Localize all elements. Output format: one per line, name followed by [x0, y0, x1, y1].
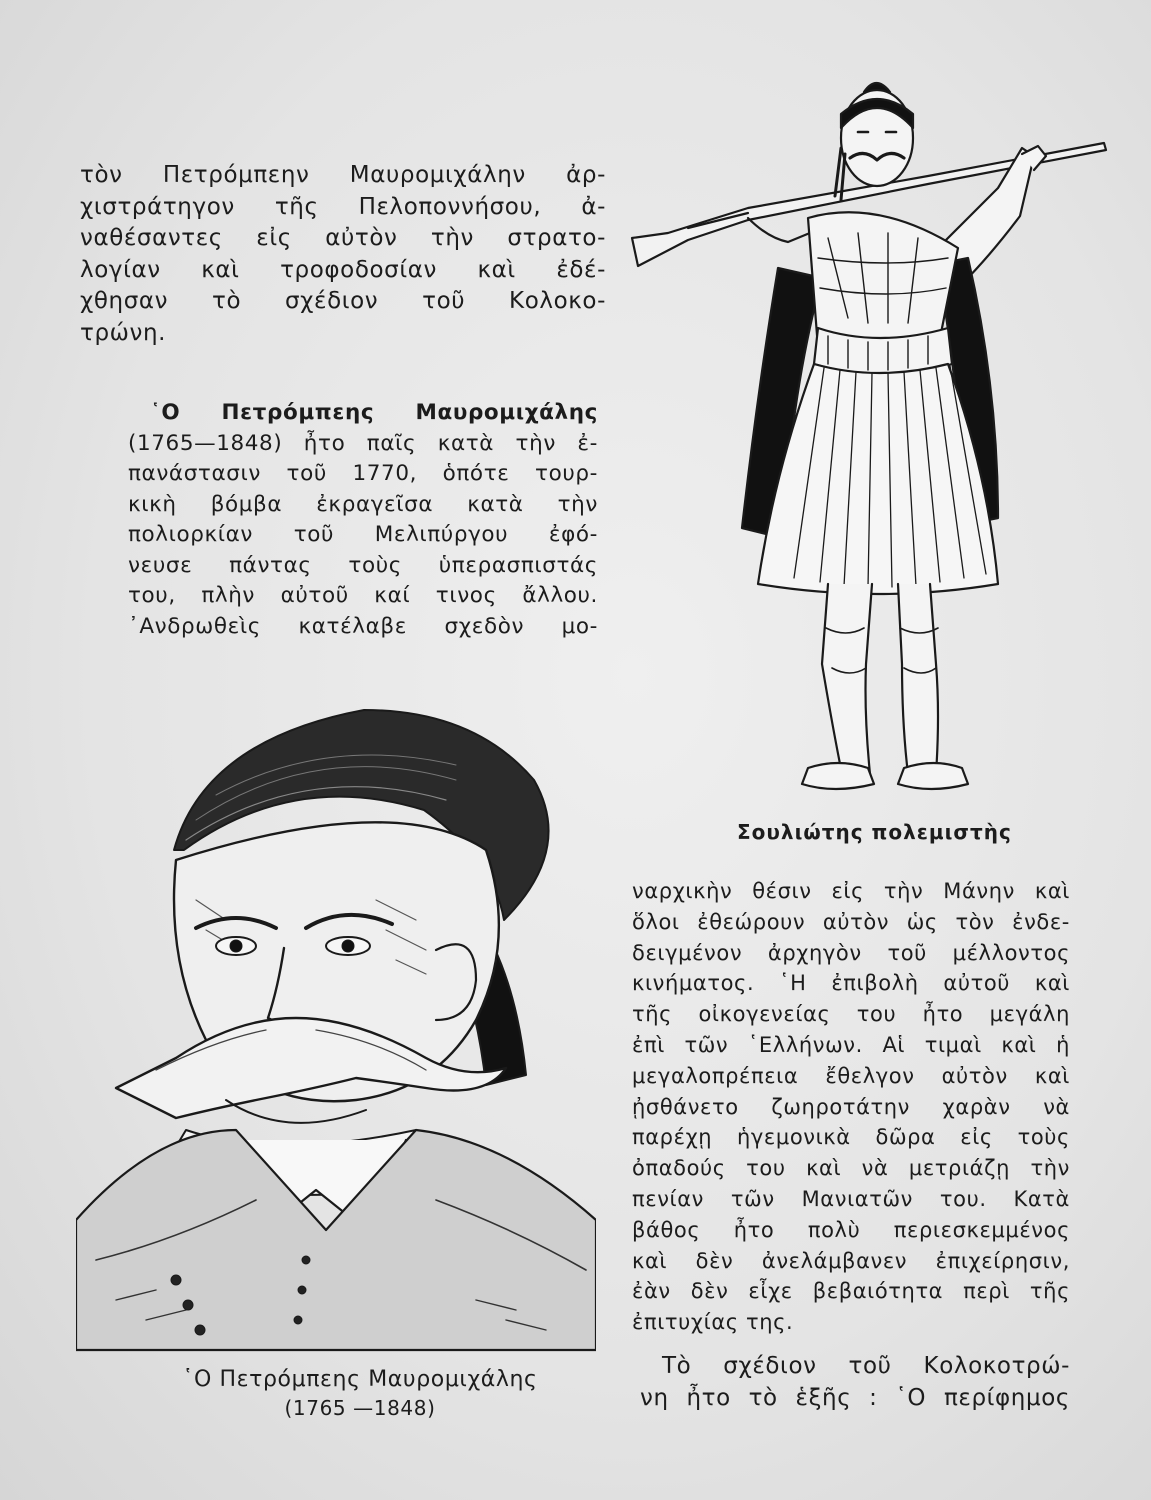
text-line: ἐπὶ τῶν ῾Ελλήνων. Αἱ τιμαὶ καὶ ἡ — [632, 1032, 1070, 1057]
text-line: βάθος ἦτο πολὺ περιεσκεμμένος — [632, 1217, 1070, 1242]
text-line: ἐὰν δὲν εἶχε βεβαιότητα περὶ τῆς — [632, 1279, 1070, 1304]
text-block-top-left — [80, 160, 606, 349]
text-line: του, πλὴν αὐτοῦ καί τινος ἄλλου. — [128, 583, 598, 608]
text-line: παρέχῃ ἡγεμονικὰ δῶρα εἰς τοὺς — [632, 1125, 1070, 1150]
text-block-plan — [640, 1350, 1070, 1414]
text-line: πενίαν τῶν Μανιατῶν του. Κατὰ — [632, 1186, 1070, 1211]
biography-lead: ῾Ο Πετρόμπεης Μαυρομιχάλης — [150, 400, 598, 425]
text-line: μεγαλοπρέπεια ἔθελγον αὐτὸν καὶ — [632, 1063, 1070, 1088]
text-line: κινήματος. ῾Η ἐπιβολὴ αὐτοῦ καὶ — [632, 971, 1070, 996]
text-line: τῆς οἰκογενείας του ἦτο μεγάλη — [632, 1002, 1070, 1027]
text-line: λογίαν καὶ τροφοδοσίαν καὶ ἐδέ- — [80, 256, 606, 283]
text-line: ὀπαδούς του καὶ νὰ μετριάζῃ τὴν — [632, 1156, 1070, 1181]
text-line: ναρχικὴν θέσιν εἰς τὴν Μάνην καὶ — [632, 879, 1070, 903]
text-line: ᾐσθάνετο ζωηροτάτην χαρὰν νὰ — [632, 1094, 1070, 1119]
portrait-caption-name: ῾Ο Πετρόμπεης Μαυρομιχάλης — [182, 1367, 538, 1392]
portrait-caption-dates: (1765 —1848) — [284, 1396, 436, 1420]
text-line: ᾿Ανδρωθεὶς κατέλαβε σχεδὸν μο- — [128, 613, 598, 639]
souliote-warrior-illustration — [628, 68, 1108, 798]
text-line: Τὸ σχέδιον τοῦ Κολοκοτρώ- — [662, 1353, 1070, 1379]
text-line: τρώνη. — [80, 319, 167, 346]
text-line: χθησαν τὸ σχέδιον τοῦ Κολοκο- — [80, 288, 606, 314]
text-line: νη ἦτο τὸ ἑξῆς : ῾Ο περίφημος — [640, 1385, 1070, 1411]
text-line: πανάστασιν τοῦ 1770, ὁπότε τουρ- — [128, 461, 598, 486]
text-line: τὸν Πετρόμπεην Μαυρομιχάλην ἀρ- — [80, 162, 606, 188]
text-line: πολιορκίαν τοῦ Μελιπύργου ἐφό- — [128, 522, 598, 547]
text-block-biography — [128, 398, 598, 642]
text-line: νευσε πάντας τοὺς ὑπερασπιστάς — [128, 552, 598, 578]
text-line: ἐπιτυχίας της. — [632, 1310, 794, 1335]
text-block-right-column — [632, 876, 1070, 1338]
text-line: κικὴ βόμβα ἐκραγεῖσα κατὰ τὴν — [128, 491, 598, 517]
text-line: (1765—1848) ἦτο παῖς κατὰ τὴν ἐ- — [128, 430, 598, 456]
text-line: καὶ δὲν ἀνελάμβανεν ἐπιχείρησιν, — [632, 1248, 1070, 1273]
text-line: δειγμένον ἀρχηγὸν τοῦ μέλλοντος — [632, 940, 1070, 965]
text-line: ὅλοι ἐθεώρουν αὐτὸν ὡς τὸν ἐνδε- — [632, 909, 1070, 934]
text-line: ναθέσαντες εἰς αὐτὸν τὴν στρατο- — [80, 225, 606, 251]
soldier-caption: Σουλιώτης πολεμιστὴς — [737, 820, 1012, 844]
mavromichalis-portrait-illustration — [76, 700, 596, 1355]
text-line: χιστράτηγον τῆς Πελοποννήσου, ἀ- — [80, 193, 606, 220]
